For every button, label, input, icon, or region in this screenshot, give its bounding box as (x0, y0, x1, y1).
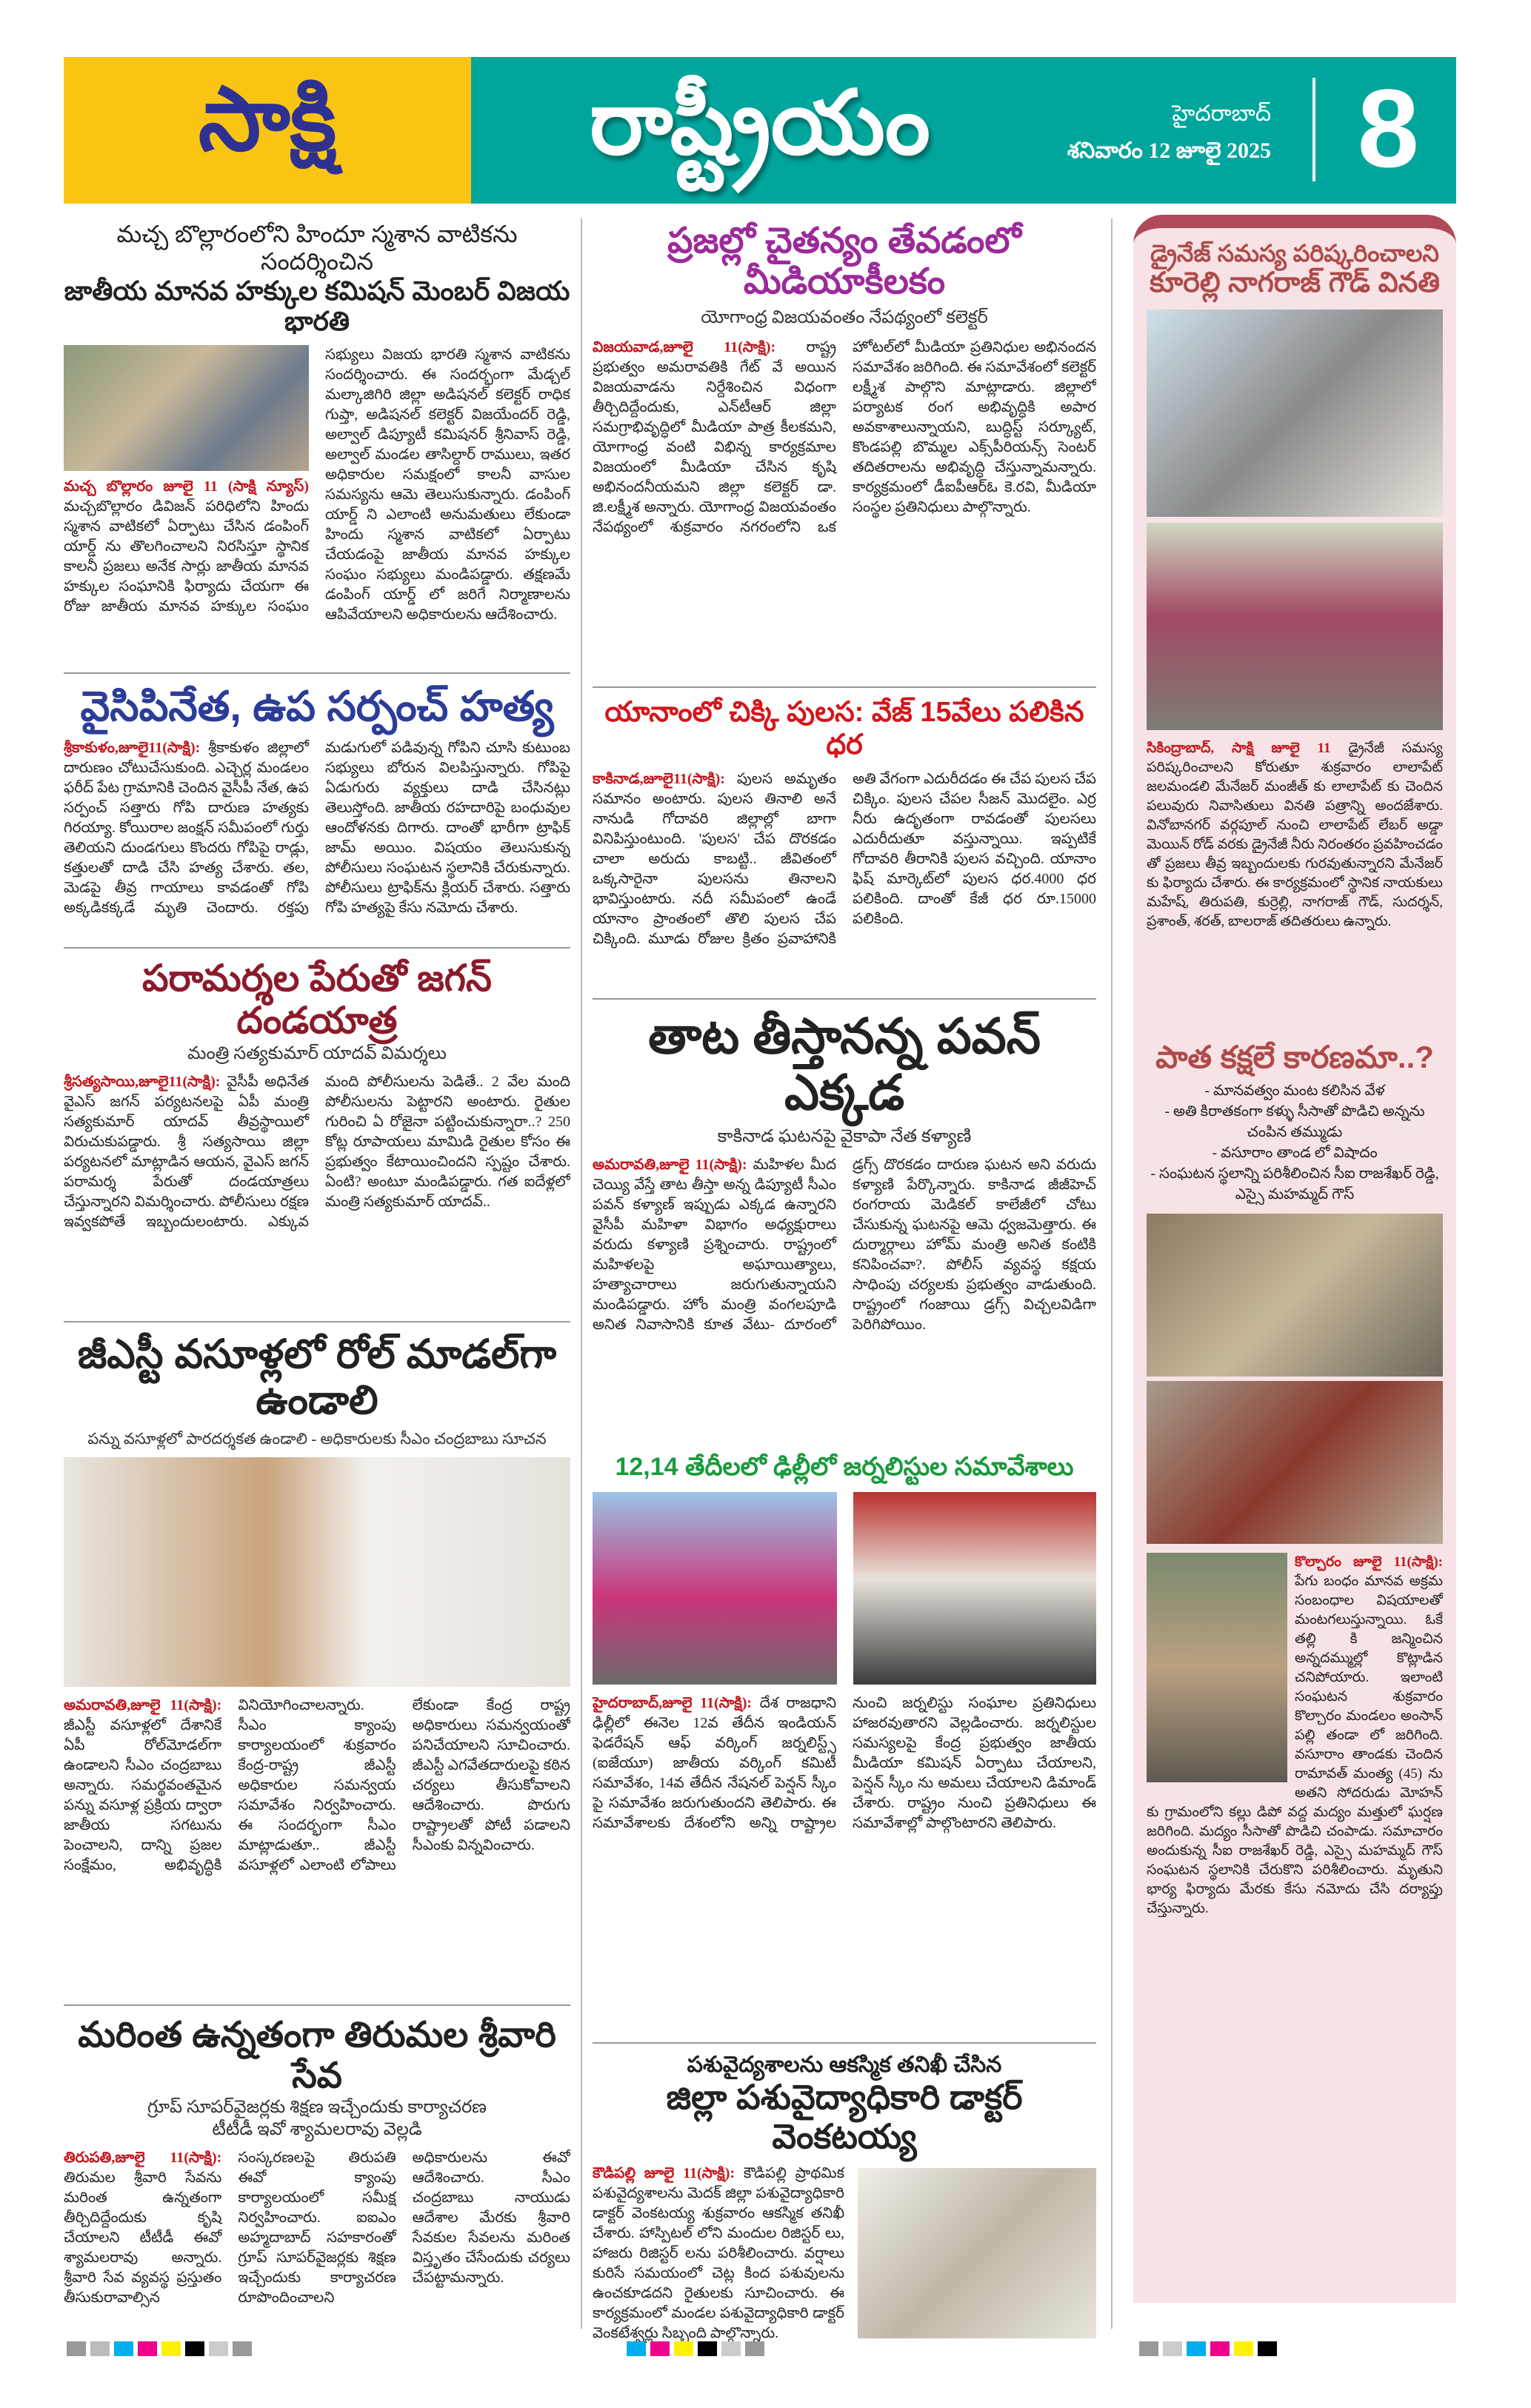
sidebar-box (1133, 215, 1456, 2303)
dateline: హైదరాబాద్,జూలై 11(సాక్షి): (593, 1694, 753, 1711)
article-pawan (593, 1009, 1096, 1435)
dateline: కౌడిపల్లి జూలై 11(సాక్షి): (593, 2164, 736, 2181)
dateline: సికింద్రాబాద్, సాక్షి జూలై 11 (1147, 740, 1331, 757)
article-jagan (64, 957, 570, 1312)
photo (1147, 523, 1443, 730)
dateline: తిరుపతి,జూలై 11(సాక్షి): (64, 2150, 222, 2167)
divider (64, 1321, 570, 1322)
photo (1147, 310, 1443, 517)
dateline: విజయవాడ,జూలై 11(సాక్షి): (593, 339, 776, 356)
masthead-band (471, 57, 1456, 204)
article-body: వైసీపీ అధినేత వైఎస్ జగన్ పర్యటనలపై ఏపీ మంత్రి సత్యకుమార్ యాదవ్ తీవ్రస్థాయిలో విరుచుకుపడ్డారు. శ్రీ సత్యసాయి జిల్లా పర్యటనలో మాట్లాడిన ఆయన, వైఎస్ జగన్ పరామర్శ పేరుతో దండయాత్రలు చేస్తున్నారని విమర్శించారు. పోలీసులు రక్షణ ఇవ్వకపోతే ఇబ్బందులంటారు. ఎక్కువ మంది పోలీసులను పెడితే.. 2 వేల మంది పోలీసులను పెట్టారని అంటారు. రైతుల గురించి ఏ రోజైనా పట్టించుకున్నారా..? 250 కోట్ల రూపాయలు మామిడి రైతుల కోసం ఈ ప్రభుత్వం కేటాయించిందని స్పష్టం చేశారు. ఏంటి? అంటూ మండిపడ్డారు. గత ఐదేళ్లలో మంత్రి సత్యకుమార్ యాదవ్.. (64, 1073, 570, 1230)
photo (1147, 1214, 1443, 1377)
article-body: జీఎస్టీ వసూళ్లలో దేశానికే ఏపీ రోల్‌మోడల్‌గా ఉండాలని సీఎం చంద్రబాబు అన్నారు. సమర్థవంతమైన పన్ను వసూళ్ల ప్రక్రియ ద్వారా జాతీయ సగటును పెంచాలని, దాన్ని ప్రజల సంక్షేమం, అభివృద్ధికి వినియోగించాలన్నారు. సీఎం క్యాంపు కార్యాలయంలో శుక్రవారం కేంద్ర-రాష్ట్ర జీఎస్టీ అధికారుల సమన్వయ సమావేశం నిర్వహించారు. ఈ సందర్భంగా సీఎం మాట్లాడుతూ.. జీఎస్టీ వసూళ్లలో ఎలాంటి లోపాలు లేకుండా కేంద్ర రాష్ట్ర అధికారులు సమన్వయంతో పనిచేయాలని సూచించారు. జీఎస్టీ ఎగవేతదారులపై కఠిన చర్యలు తీసుకోవాలని ఆదేశించారు. పొరుగు రాష్ట్రాలతో పోటీ పడాలని సీఎంకు విన్నవించారు. (64, 1696, 570, 1873)
article-media (593, 221, 1096, 678)
headline: జాతీయ మానవ హక్కుల కమిషన్ మెంబర్ విజయ భారతి (64, 275, 570, 336)
subheadline: పన్ను వసూళ్లలో పారదర్శకత ఉండాలి - అధికారులకు సీఎం చంద్రబాబు సూచన (87, 1429, 547, 1448)
dateline: అమరావతి,జూలై 11(సాక్షి): (593, 1156, 747, 1173)
headline: పాత కక్షలే కారణమా..? (1155, 1040, 1434, 1075)
subheadline: గ్రూప్ సూపర్‌వైజర్లకు శిక్షణ ఇచ్చేందుకు కార్యాచరణ (147, 2098, 487, 2118)
dateline: కొల్చారం జూలై 11(సాక్షి): (1295, 1554, 1443, 1570)
article-pulasa (593, 697, 1096, 989)
logo-text: సాక్షి (198, 70, 337, 169)
column-divider (1111, 218, 1113, 2329)
bullet: - అతి కిరాతకంగా కళ్ళు సీసాతో పొడిచి అన్నను చంపిన తమ్ముడు (1164, 1103, 1425, 1140)
article-body: దేశ రాజధాని ఢిల్లీలో ఈనెల 12వ తేదీన ఇండియన్ ఫెడరేషన్ ఆఫ్ వర్కింగ్ జర్నలిస్ట్స్ (ఐజేయూ) జాతీయ వర్కింగ్ కమిటీ సమావేశం, 14వ తేదీన నేషనల్ పెన్షన్ స్కీం పై సమావేశం జరుగుతుందని తెలిపారు. ఈ సమావేశాలకు దేశంలోని అన్ని రాష్ట్రాల నుంచి జర్నలిస్టు సంఘాల ప్రతినిధులు హాజరవుతారని వెల్లడించారు. జర్నలిస్టుల సమస్యలపై కేంద్ర ప్రభుత్వం జాతీయ మీడియా కమిషన్ ఏర్పాటు చేయాలని, పెన్షన్ స్కీం ను అమలు చేయాలని డిమాండ్ చేశారు. రాష్ట్రం నుంచి ప్రతినిధులు ఈ సమావేశాల్లో పాల్గొంటారని తెలిపారు. (593, 1694, 1096, 1831)
subheadline: కాకినాడ ఘటనపై వైకాపా నేత కళ్యాణి (717, 1126, 972, 1146)
article-body: మహిళల మీద చెయ్యి వేస్తే తాట తీస్తా అన్న డిప్యూటీ సీఎం పవన్ కళ్యాణ్ ఇప్పుడు ఎక్కడ ఉన్నారని వైసీపీ మహిళా విభాగం అధ్యక్షురాలు వరుదు కళ్యాణి ప్రశ్నించారు. రాష్ట్రంలో మహిళలపై అఘాయిత్యాలు, హత్యాచారాలు జరుగుతున్నాయని మండిపడ్డారు. హోం మంత్రి వంగలపూడి అనిత నివాసానికి కూత వేటు- దూరంలో డ్రగ్స్ దొరకడం దారుణ ఘటన అని వరుదు కళ్యాణి పేర్కొన్నారు. కాకినాడ జీజీహెచ్ రంగరాయ మెడికల్ కాలేజీలో చోటు చేసుకున్న ఘటనపై ఆమె ధ్వజమెత్తారు. ఈ దుర్మార్గాలు హోమ్ మంత్రి అనిత కంటికి కనిపించవా?. పోలీస్ వ్యవస్థ కక్షయ సాధింపు చర్యలకు ప్రభుత్వం వాడుతుంది. రాష్ట్రంలో గంజాయి డ్రగ్స్ విచ్చలవిడిగా పెరిగిపోయిం. (593, 1156, 1096, 1333)
subheadline: టీటీడీ ఇవో శ్యామలరావు వెల్లడి (212, 2120, 422, 2140)
article-body: శ్రీకాకుళం జిల్లాలో దారుణం చోటుచేసుకుంది. ఎచ్చెర్ల మండలం ఫరీద్ పేట గ్రామానికి చెందిన వైసీపీ నేత, ఉప సర్పంచ్ సత్తారు గోపి దారుణ హత్యకు గిరయ్యా. కోయిరాల జంక్షన్ సమీపంలో గుర్తు తెలియని దుండగులు కొందరు గోపిపై రాడ్లు, కత్తులతో దాడి చేసి హత్య చేశారు. తల, మెడపై తీవ్ర గాయాలు కావడంతో గోపి అక్కడికక్కడే మృతి చెందారు. రక్తపు మడుగులో పడివున్న గోపిని చూసి కుటుంబ సభ్యులు బోరున విలపిస్తున్నారు. గోపిపై ఏడుగురు వ్యక్తులు దాడి చేసినట్లు తెలుస్తోంది. జాతీయ రహదారిపై బంధువుల ఆందోళనకు దిగారు. దాంతో భారీగా ట్రాఫిక్ జామ్ అయిం. విషయం తెలుసుకున్న పోలీసులు సంఘటన స్థలానికి చేరుకున్నారు. పోలీసులు ట్రాఫిక్‌ను క్లియర్ చేశారు. సత్తారు గోపి హత్యపై కేసు నమోదు చేశారు. (64, 739, 570, 916)
subheadline: మంత్రి సత్యకుమార్ యాదవ్ విమర్శలు (187, 1043, 447, 1063)
photo (1147, 1553, 1287, 1782)
headline: యానాంలో చిక్కి పులస: వేజ్ 15వేలు పలికిన ధర (604, 697, 1084, 761)
middle-column (593, 221, 1096, 2344)
divider (593, 998, 1096, 1000)
headline: డ్రైనేజ్ సమస్య పరిష్కరించాలని (1150, 240, 1439, 267)
article-body: డ్రైనేజీ సమస్య పరిష్కరించాలని కోరుతూ శుక్రవారం లాలాపేట్ జలమండలి మేనేజర్ మంజీత్ కు లాలాపేట్ కు చెందిన పలువురు నివాసితులు వినతి పత్రాన్ని అందజేశారు. వినోబానగర్ వర్గపూల్ నుంచి లాలాపేట్ లేబర్ అడ్డా మెయిన్ రోడ్ వరకు డ్రైనేజీ నీరు నిరంతరం ప్రవహించడం తో ప్రజలు తీవ్ర ఇబ్బందులకు గురవుతున్నారని మేనేజర్ కు ఫిర్యాదు చేశారు. ఈ కార్యక్రమంలో స్థానిక నాయకులు మహేష్, తిరుపతి, కుర్రెల్లి, నాగరాజ్ గౌడ్, సుదర్శన్, ప్రశాంత్, శరత్, బాలరాజ్ తదితరులు ఉన్నారు. (1147, 740, 1443, 930)
divider (64, 2004, 570, 2006)
article-murder (1133, 1040, 1456, 2187)
left-column (64, 221, 570, 2408)
headline: మరింత ఉన్నతంగా తిరుమల శ్రీవారి సేవ (78, 2015, 556, 2096)
article-nhrc (64, 221, 570, 663)
headline: ప్రజల్లో చైతన్యం తేవడంలో మీడియాకీలకం (667, 221, 1021, 302)
article-body: రాష్ట్ర ప్రభుత్వం అమరావతికి గేట్ వే అయిన విజయవాడను నిర్దేశించిన విధంగా తీర్చిదిద్దేందుకు, ఎన్‌టీఆర్ జిల్లా సమగ్రాభివృద్ధిలో మీడియా పాత్ర కీలకమని, యోగాంధ్ర వంటి విభిన్న కార్యక్రమాల విజయంలో మీడియా చేసిన కృషి అభినందనీయమని జిల్లా కలెక్టర్ డా. జి.లక్ష్మీశ అన్నారు. యోగాంధ్ర విజయవంతం నేపథ్యంలో శుక్రవారం నగరంలోని ఒక హోటల్‌లో మీడియా ప్రతినిధుల అభినందన సమావేశం జరిగింది. ఈ సమావేశంలో కలెక్టర్ లక్ష్మీశ పాల్గొని మాట్లాడారు. జిల్లాలో పర్యాటక రంగ అభివృద్ధికి అపార అవకాశాలున్నాయని, బుద్ధిస్ట్ సర్క్యూట్, కొండపల్లి బొమ్మల ఎక్స్‌పీరియన్స్ సెంటర్ తదితరాలను అభివృద్ధి చేస్తున్నామన్నారు. కార్యక్రమంలో డీఐపీఆర్‌ఓ కె.రవి, మీడియా సంస్థల ప్రతినిధులు పాల్గొన్నారు. (593, 339, 1096, 536)
print-color-bar (0, 2341, 1531, 2356)
photo (64, 345, 309, 471)
photo (593, 1492, 837, 1685)
article-gst (64, 1331, 570, 1996)
bullet-list (1147, 1080, 1443, 1205)
photo (853, 1492, 1096, 1685)
headline: పశువైద్యశాలను ఆకస్మిక తనిఖీ చేసిన (687, 2052, 1002, 2077)
page-number: 8 (1357, 66, 1419, 190)
dateline: శ్రీకాకుళం,జూలై11(సాక్షి): (64, 739, 201, 756)
edition-date: శనివారం 12 జూలై 2025 (1067, 138, 1271, 163)
divider (64, 672, 570, 674)
headline: జీఎస్టీ వసూళ్లలో రోల్ మాడల్‌గా ఉండాలి (77, 1331, 557, 1422)
section-title: రాష్ట్రీయం (590, 73, 930, 173)
column-divider (581, 218, 582, 2329)
bullet: - వసూరాం తాండ లో విషాదం (1212, 1144, 1378, 1161)
article-body: తిరుమల శ్రీవారి సేవను మరింత ఉన్నతంగా తీర్చిదిద్దేందుకు కృషి చేయాలని టీటీడీ ఈవో శ్యామలరావు అన్నారు. శ్రీవారి సేవ వ్యవస్థ ప్రస్తుతం తీసుకురావాల్సిన సంస్కరణలపై తిరుపతి ఈవో క్యాంపు కార్యాలయంలో సమీక్ష నిర్వహించారు. ఐఐఎం అహ్మదాబాద్ సహకారంతో గ్రూప్ సూపర్‌వైజర్లకు శిక్షణ ఇచ్చేందుకు కార్యాచరణ రూపొందించాలని అధికారులను ఈవో ఆదేశించారు. సీఎం చంద్రబాబు నాయుడు ఆదేశాల మేరకు శ్రీవారి సేవకుల సేవలను మరింత విస్తృతం చేసేందుకు చర్యలు చేపట్టామన్నారు. (64, 2150, 570, 2307)
divider (1312, 78, 1315, 181)
bullet: - మానవత్వం మంట కలిసిన వేళ (1204, 1082, 1385, 1099)
divider (64, 947, 570, 949)
article-body: కౌడిపల్లి ప్రాథమిక పశువైద్యశాలను మెదక్ జిల్లా పశువైద్యాధికారి డాక్టర్ వెంకటయ్య శుక్రవారం ఆకస్మిక తనిఖీ చేశారు. హాస్పిటల్ లోని మందుల రిజిస్టర్ లు, హాజరు రిజిస్టర్ లను పరిశీలించారు. వర్షాలు కురిసే సమయంలో చెట్ల కింద పశువులను ఉంచకూడదని రైతులకు సూచించారు. ఈ కార్యక్రమంలో మండల పశువైద్యాధికారి డాక్టర్ వెంకటేశ్వర్లు సిబ్బంది పాల్గొన్నారు. (593, 2164, 844, 2341)
article-body: మచ్చబొల్లారం డివిజన్ పరిధిలోని హిందు స్మశాన వాటికలో ఏర్పాటు చేసిన డంపింగ్ యార్డ్ ను తొలగించాలని నిరసిస్తూ స్థానిక కాలనీ ప్రజలు అనేక సార్లు జాతీయ మానవ హక్కుల సంఘానికి ఫిర్యాదు చేయగా ఈ రోజు జాతీయ మానవ హక్కుల సంఘం సభ్యులు విజయ భారతి స్మశాన వాటికను సందర్శించారు. ఈ సందర్భంగా మేడ్చల్ మల్కాజిగిరి జిల్లా అడిషనల్ కలెక్టర్ రాధిక గుప్తా, అడిషనల్ కలెక్టర్ విజయేందర్ రెడ్డి, అల్వాల్ డిప్యూటీ కమిషనర్ శ్రీనివాస్ రెడ్డి, అల్వాల్ మండల తాసిల్దార్ రాములు, ఇతర అధికారుల సమక్షంలో కాలనీ వాసుల సమస్యను ఆమె తెలుసుకున్నారు. డంపింగ్ యార్డ్ ని ఎలాంటి అనుమతులు లేకుండా హిందు స్మశాన వాటికలో ఏర్పాటు చేయడంపై జాతీయ మానవ హక్కుల సంఘం సభ్యులు మండిపడ్డారు. తక్షణమే డంపింగ్ యార్డ్ లో జరిగే నిర్మాణాలను ఆపివేయాలని అధికారులను ఆదేశించారు. (64, 347, 570, 623)
article-vet (593, 2053, 1096, 2344)
photo (1147, 1381, 1443, 1544)
dateline: అమరావతి,జూలై 11(సాక్షి): (64, 1696, 222, 1713)
article-journalists (593, 1453, 1096, 2033)
bullet: - సంఘటన స్థలాన్ని పరిశీలించిన సీఐ రాజశేఖర్ రెడ్డి, ఎస్సై మహమ్మద్ గౌస్ (1150, 1165, 1439, 1203)
article-drainage (1133, 228, 1456, 1040)
article-ysrcp (64, 683, 570, 937)
headline: వైసిపినేత, ఉప సర్పంచ్ హత్య (80, 683, 554, 730)
photo (858, 2168, 1096, 2338)
divider (593, 686, 1096, 688)
photo (64, 1457, 570, 1687)
divider (593, 2042, 1096, 2044)
dateline: మచ్చ బొల్లారం జూలై 11 (సాక్షి న్యూస్) (64, 478, 309, 495)
headline: జిల్లా పశువైద్యాధికారి డాక్టర్ వెంకటయ్య (666, 2078, 1023, 2156)
article-body: పేగు బంధం మానవ అక్రమ సంబంధాల విషయాలతో మంటగలుస్తున్నాయి. ఓకే తల్లి కి జన్మించిన అన్నదమ్ముల్లో కొట్లాడిన చనిపోయారు. ఇలాంటి సంఘటన శుక్రవారం కొల్చారం మండలం అంసాన్ పల్లి తండా లో జరిగింది. వసూరాం తాండకు చెందిన రామావత్ మంత్య (45) ను అతని సోదరుడు మోహన్ కు గ్రామంలోని కల్లు డిపో వద్ద మద్యం మత్తులో ఘర్షణ జరిగింది. మద్యం సీసాతో పొడిచి చంపాడు. సమాచారం అందుకున్న సీఐ రాజశేఖర్ రెడ్డి, ఎస్సై మహమ్మద్ గౌస్ సంఘటన స్థలానికి చేరుకొని పరిశీలించారు. మృతుని భార్య ఫిర్యాదు మేరకు కేసు నమోదు చేసి దర్యాప్తు చేస్తున్నారు. (1147, 1573, 1443, 1916)
dateline: శ్రీసత్యసాయి,జూలై11(సాక్షి): (64, 1073, 221, 1090)
headline: పరామర్శల పేరుతో జగన్ దండయాత్ర (141, 957, 493, 1042)
masthead-logo (64, 57, 471, 204)
headline: 12,14 తేదీలలో ఢిల్లీలో జర్నలిస్టుల సమావేశాలు (615, 1452, 1074, 1481)
headline: కూరెల్లి నాగరాజ్ గౌడ్ వినతి (1150, 267, 1440, 298)
article-body: పులస అమృతం సమానం అంటారు. పులస తినాలి అనే నానుడి గోదావరి జిల్లాల్లో బాగా వినిపిస్తుంటుంది. 'పులస' చేప దొరకడం చాలా అరుదు కాబట్టి.. జీవితంలో ఒక్కసారైనా పులసను తినాలని భావిస్తుంటారు. నదీ సమీపంలో ఉండే యానాం ప్రాంతంలో తొలి పులస చేప చిక్కింది. మూడు రోజుల క్రితం ప్రవాహానికి అతి వేగంగా ఎదురీదడం ఈ చేప పులస చేప చిక్కిం. పులస చేపల సీజన్ మొదలైం. ఎర్ర నీరు ఉదృతంగా రావడంతో పులసలు ఎదురీదుతూ వస్తున్నాయి. ఇప్పటికే గోదావరి తీరానికి పులస వచ్చింది. యానాం ఫిష్ మార్కెట్‌లో పులస ధర.4000 ధర పలికింది. దాంతో కేజీ ధర రూ.15000 పలికింది. (593, 770, 1096, 947)
headline: మచ్చ బొల్లారంలోని హిందూ స్మశాన వాటికను సందర్శించిన (116, 221, 518, 275)
headline: తాట తీస్తానన్న పవన్ ఎక్కడ (648, 1008, 1041, 1120)
edition-city: హైదరాబాద్ (1172, 101, 1271, 126)
subheadline: యోగాంధ్ర విజయవంతం నేపథ్యంలో కలెక్టర్ (701, 308, 988, 328)
dateline: కాకినాడ,జూలై11(సాక్షి): (593, 770, 725, 787)
